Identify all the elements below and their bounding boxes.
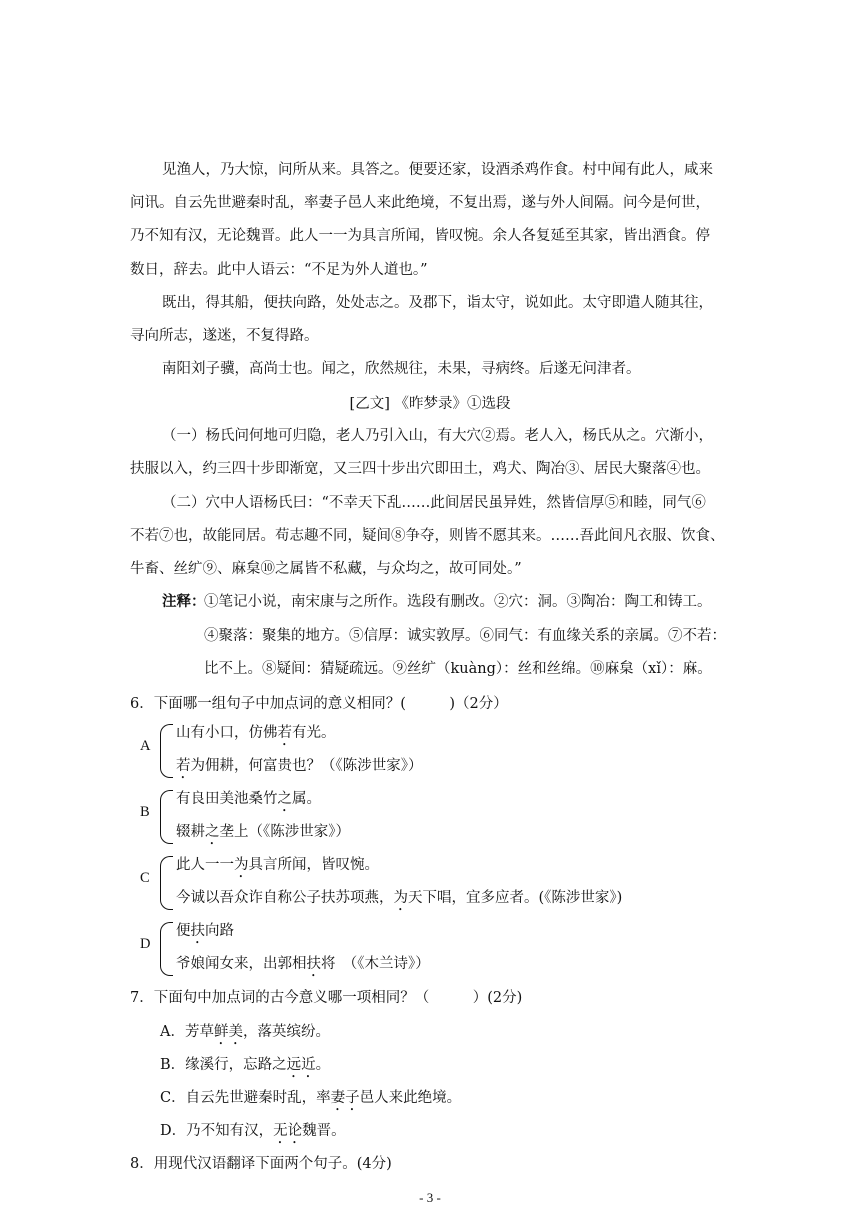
note-line: 比不上。⑧疑间：猜疑疏远。⑨丝纩（kuàng）：丝和丝绵。⑩麻枲（xǐ）：麻。	[204, 661, 712, 677]
passage-yi-line: 扶服以入，约三四十步即渐宽，又三四十步出穴即田土，鸡犬、陶冶③、居民大聚落④也。	[130, 461, 710, 477]
passage-jia-line: 见渔人，乃大惊，问所从来。具答之。便要还家，设酒杀鸡作食。村中闻有此人，咸来	[162, 162, 713, 178]
passage-jia-line: 既出，得其船，便扶向路，处处志之。及郡下，诣太守，说如此。太守即遣人随其往，	[162, 295, 713, 311]
question-6-stem: 6．下面哪一组句子中加点词的意义相同？( )（2分）	[130, 696, 508, 712]
option-c-letter: C	[140, 870, 150, 886]
passage-yi-line: （二）穴中人语杨氏曰：“不幸天下乱……此间居民虽异姓，然皆信厚⑤和睦，同气⑥	[162, 495, 706, 511]
note-line: ①笔记小说，南宋康与之所作。选段有删改。②穴：洞。③陶冶：陶工和铸工。	[204, 594, 712, 610]
option-d-brace	[160, 922, 173, 976]
option-b-brace	[160, 790, 173, 844]
option-d-sentence-1: 便扶向路	[176, 923, 234, 939]
option-d-sentence-2: 爷娘闻女来，出郭相扶将 （《木兰诗》）	[176, 956, 430, 972]
question-8-stem: 8．用现代汉语翻译下面两个句子。(4分)	[130, 1156, 392, 1172]
notes-label: 注释：	[162, 593, 206, 610]
note-line: ④聚落：聚集的地方。⑤信厚：诚实敦厚。⑥同气：有血缘关系的亲属。⑦不若：	[204, 628, 726, 644]
question-7-stem: 7．下面句中加点词的古今意义哪一项相同？（ ）(2分)	[130, 990, 523, 1006]
question-7-option-b: B．缘溪行，忘路之远近。	[160, 1057, 331, 1073]
option-c-brace	[160, 856, 173, 910]
passage-yi-line: （一）杨氏问何地可归隐，老人乃引入山，有大穴②焉。老人入，杨氏从之。穴渐小，	[162, 428, 713, 444]
option-b-sentence-2: 辍耕之垄上（《陈涉世家》）	[176, 824, 350, 840]
option-b-sentence-1: 有良田美池桑竹之属。	[176, 791, 321, 807]
passage-yi-line: 牛畜、丝纩⑨、麻枲⑩之属皆不私藏，与众均之，故可同处。”	[130, 561, 522, 577]
passage-jia-line: 南阳刘子骥，高尚士也。闻之，欣然规往，未果，寻病终。后遂无问津者。	[162, 361, 641, 377]
option-a-brace	[160, 724, 173, 778]
option-a-sentence-2: 若为佣耕，何富贵也？（《陈涉世家》）	[176, 758, 423, 774]
passage-yi-line: 不若⑦也，故能同居。苟志趣不同，疑间⑧争夺，则皆不愿其来。……吾此间凡衣服、饮食、	[130, 528, 725, 544]
question-7-option-a: A．芳草鲜美，落英缤纷。	[160, 1024, 330, 1040]
passage-jia-line: 数日，辞去。此中人语云：“不足为外人道也。”	[130, 262, 428, 278]
passage-yi-title: [乙文] 《昨梦录》①选段	[349, 396, 511, 412]
option-c-sentence-1: 此人一一为具言所闻，皆叹惋。	[176, 857, 379, 873]
option-a-letter: A	[140, 738, 151, 754]
question-7-option-c: C．自云先世避秦时乱，率妻子邑人来此绝境。	[160, 1090, 462, 1106]
passage-jia-line: 乃不知有汉，无论魏晋。此人一一为具言所闻，皆叹惋。余人各复延至其家，皆出酒食。停	[130, 228, 710, 244]
option-c-sentence-2: 今诚以吾众诈自称公子扶苏项燕，为天下唱，宜多应者。(《陈涉世家》)	[176, 890, 623, 906]
option-d-letter: D	[140, 936, 151, 952]
passage-jia-line: 寻向所志，遂迷，不复得路。	[130, 328, 319, 344]
option-b-letter: B	[140, 804, 150, 820]
passage-jia-line: 问讯。自云先世避秦时乱，率妻子邑人来此绝境，不复出焉，遂与外人间隔。问今是何世，	[130, 195, 710, 211]
question-7-option-d: D．乃不知有汉，无论魏晋。	[160, 1123, 346, 1139]
option-a-sentence-1: 山有小口，仿佛若有光。	[176, 725, 336, 741]
page-number: - 3 -	[419, 1190, 441, 1205]
